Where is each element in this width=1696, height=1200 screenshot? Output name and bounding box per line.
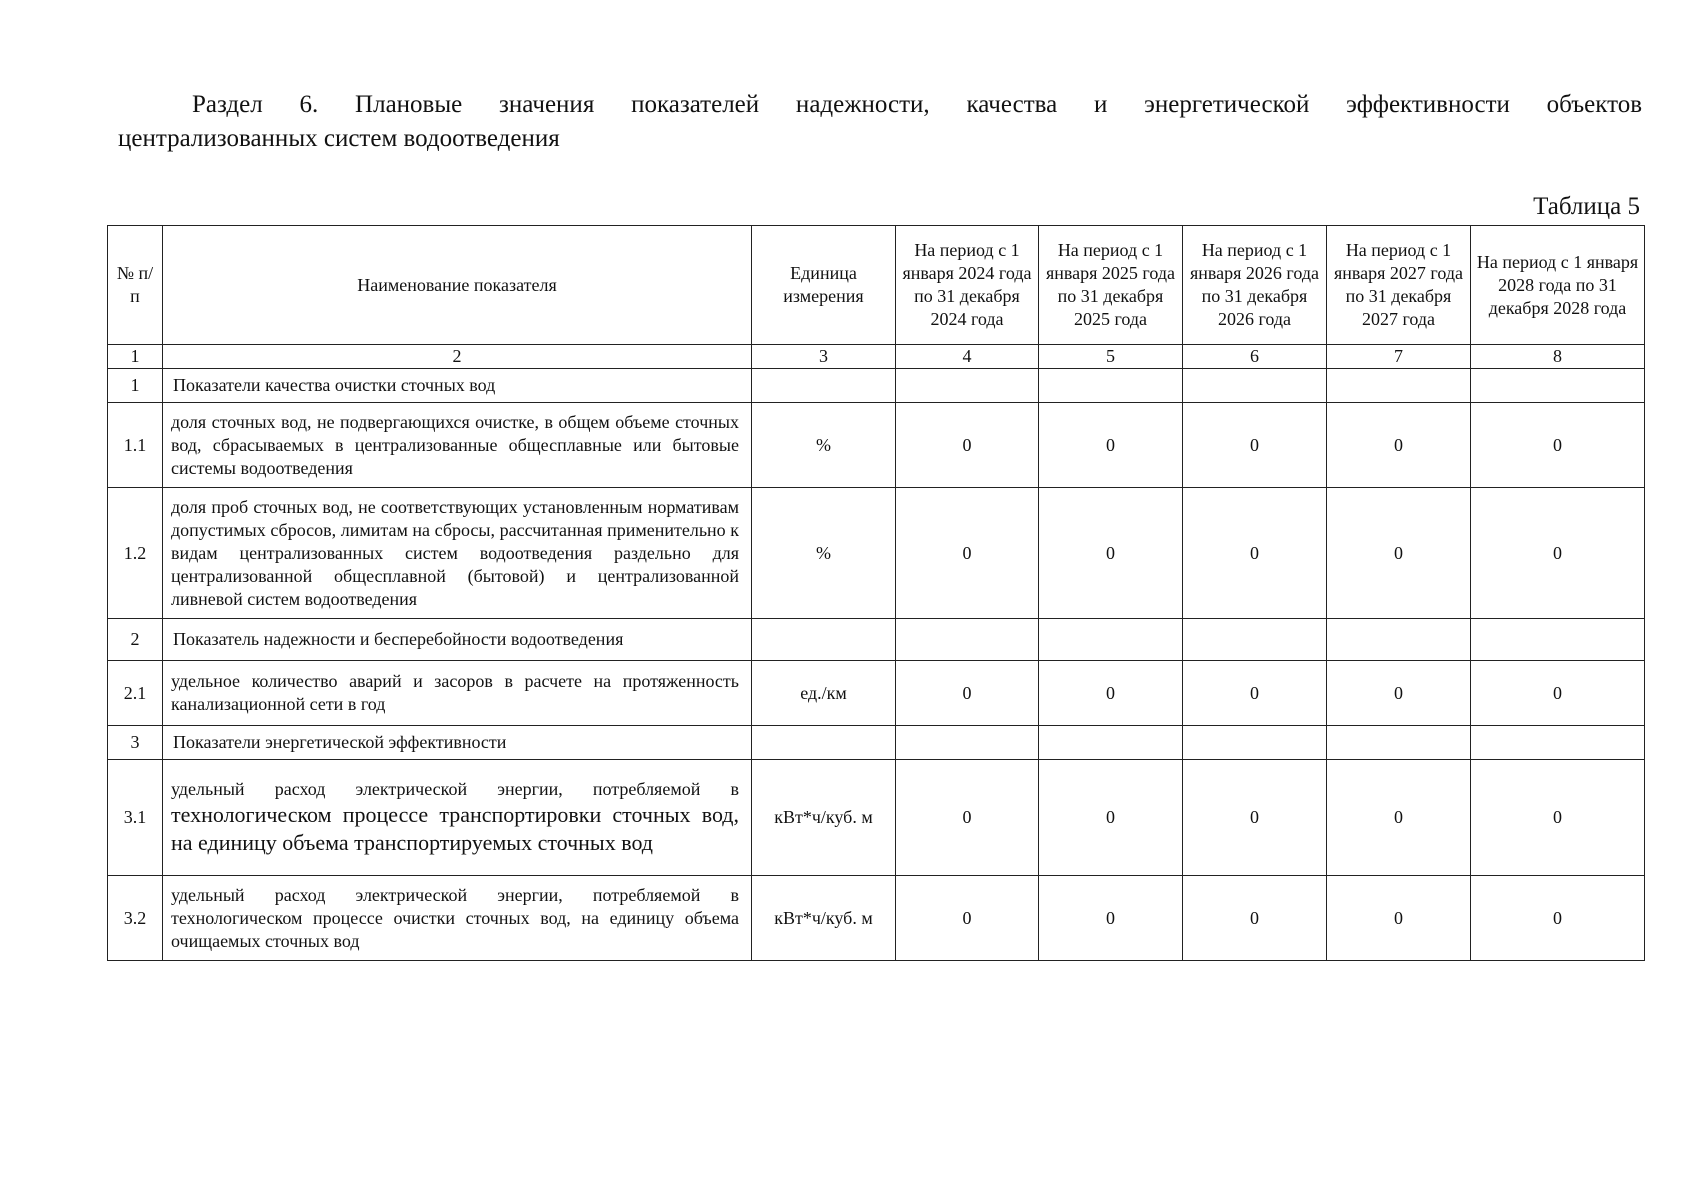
value-2028: 0: [1471, 488, 1645, 619]
col-number: 3: [752, 345, 896, 369]
value-2028: 0: [1471, 760, 1645, 876]
header-period-2027: На период с 1 января 2027 года по 31 декабря 2027 года: [1327, 226, 1471, 345]
header-name: Наименование показателя: [163, 226, 752, 345]
section-title: Показатели качества очистки сточных вод: [163, 369, 752, 403]
value-2025: 0: [1039, 403, 1183, 488]
col-number: 1: [108, 345, 163, 369]
section-num: 2: [108, 619, 163, 661]
section-num: 1: [108, 369, 163, 403]
header-period-2028: На период с 1 января 2028 года по 31 декабря 2028 года: [1471, 226, 1645, 345]
column-number-row: [108, 345, 1645, 369]
value-2024: 0: [896, 760, 1039, 876]
value-2025: 0: [1039, 876, 1183, 961]
indicator-unit: кВт*ч/куб. м: [752, 760, 896, 876]
table-row: [108, 760, 1645, 876]
col-number: 7: [1327, 345, 1471, 369]
indicator-name: [163, 760, 752, 876]
value-2024: 0: [896, 403, 1039, 488]
table-row: [108, 403, 1645, 488]
indicator-name: доля проб сточных вод, не соответствующих установленным нормативам допустимых сбросов, лимитам на сбросы, рассчитанная применительно к видам централизованных систем водоотведения раздельно для централизованной общесплавной (бытовой) и централизованной ливневой систем водоотведения: [163, 488, 752, 619]
indicator-unit: кВт*ч/куб. м: [752, 876, 896, 961]
section-row: [108, 369, 1645, 403]
header-unit: Единица измерения: [752, 226, 896, 345]
value-2024: 0: [896, 661, 1039, 726]
col-number: 6: [1183, 345, 1327, 369]
value-2025: 0: [1039, 661, 1183, 726]
value-2024: 0: [896, 876, 1039, 961]
row-num: 3.1: [108, 760, 163, 876]
value-2028: 0: [1471, 661, 1645, 726]
section-row: [108, 726, 1645, 760]
table-row: [108, 488, 1645, 619]
col-number: 2: [163, 345, 752, 369]
indicator-unit: ед./км: [752, 661, 896, 726]
col-number: 5: [1039, 345, 1183, 369]
value-2024: 0: [896, 488, 1039, 619]
indicator-name-part1: удельный расход электрической энергии, потребляемой в: [171, 779, 739, 799]
section-heading-line2: централизованных систем водоотведения: [118, 125, 560, 152]
section-num: 3: [108, 726, 163, 760]
section-heading: [118, 88, 1642, 156]
table-row: [108, 661, 1645, 726]
indicators-table: [107, 225, 1645, 961]
value-2026: 0: [1183, 876, 1327, 961]
value-2028: 0: [1471, 876, 1645, 961]
row-num: 2.1: [108, 661, 163, 726]
col-number: 4: [896, 345, 1039, 369]
value-2027: 0: [1327, 760, 1471, 876]
row-num: 1.2: [108, 488, 163, 619]
header-row: [108, 226, 1645, 345]
section-row: [108, 619, 1645, 661]
indicator-unit: %: [752, 403, 896, 488]
header-period-2025: На период с 1 января 2025 года по 31 декабря 2025 года: [1039, 226, 1183, 345]
indicator-name: доля сточных вод, не подвергающихся очистке, в общем объеме сточных вод, сбрасываемых в централизованные общесплавные или бытовые системы водоотведения: [163, 403, 752, 488]
section-heading-line1: Раздел 6. Плановые значения показателей надежности, качества и энергетической эффективности объектов: [192, 91, 1642, 118]
indicator-unit: %: [752, 488, 896, 619]
value-2025: 0: [1039, 760, 1183, 876]
header-period-2024: На период с 1 января 2024 года по 31 декабря 2024 года: [896, 226, 1039, 345]
value-2026: 0: [1183, 661, 1327, 726]
row-num: 3.2: [108, 876, 163, 961]
indicator-name-part2: технологическом процессе транспортировки сточных вод, на единицу объема транспортируемых сточных вод: [171, 802, 739, 855]
indicator-name: удельное количество аварий и засоров в расчете на протяженность канализационной сети в год: [163, 661, 752, 726]
value-2027: 0: [1327, 403, 1471, 488]
col-number: 8: [1471, 345, 1645, 369]
value-2028: 0: [1471, 403, 1645, 488]
section-title: Показатели энергетической эффективности: [163, 726, 752, 760]
value-2027: 0: [1327, 876, 1471, 961]
value-2026: 0: [1183, 488, 1327, 619]
value-2027: 0: [1327, 488, 1471, 619]
row-num: 1.1: [108, 403, 163, 488]
value-2025: 0: [1039, 488, 1183, 619]
header-num: № п/п: [108, 226, 163, 345]
section-title: Показатель надежности и бесперебойности водоотведения: [163, 619, 752, 661]
value-2026: 0: [1183, 403, 1327, 488]
value-2026: 0: [1183, 760, 1327, 876]
header-period-2026: На период с 1 января 2026 года по 31 декабря 2026 года: [1183, 226, 1327, 345]
value-2027: 0: [1327, 661, 1471, 726]
table-row: [108, 876, 1645, 961]
table-label: Таблица 5: [1533, 193, 1640, 220]
indicator-name: удельный расход электрической энергии, потребляемой в технологическом процессе очистки сточных вод, на единицу объема очищаемых сточных вод: [163, 876, 752, 961]
